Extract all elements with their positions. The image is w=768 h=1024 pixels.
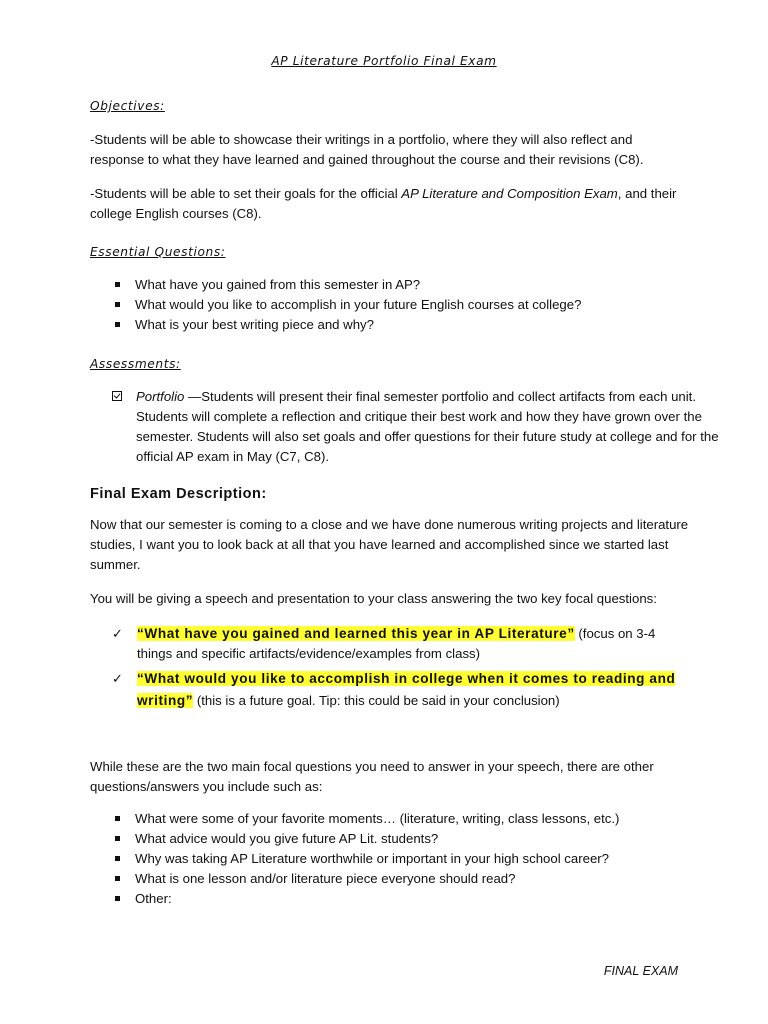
final-exam-heading: Final Exam Description: (90, 486, 267, 502)
assessment-text: —Students will present their final semester portfolio and collect artifacts from each unit. Students will complete a reflection and critique their best work and how they have grown over the semester. Students will also set goals and offer questions for their future study at college and for the official AP exam in May (C7, C8). (136, 389, 719, 464)
focal-question-1 (90, 624, 690, 664)
list-item: What have you gained from this semester in AP? (90, 275, 690, 295)
list-item: What were some of your favorite moments… (literature, writing, class lessons, etc.) (90, 809, 690, 829)
bullet-icon (110, 869, 124, 889)
objective-paragraph-2 (90, 184, 690, 224)
list-item: Why was taking AP Literature worthwhile or important in your high school career? (90, 849, 690, 869)
exam-name: AP Literature and Composition Exam (401, 186, 618, 201)
other-questions-list (90, 809, 690, 909)
final-exam-paragraph-2: You will be giving a speech and presentation to your class answering the two key focal questions: (90, 591, 657, 606)
checkmark-icon: ✓ (112, 626, 124, 641)
objectives-heading: Objectives: (90, 99, 165, 113)
objective-paragraph-1: -Students will be able to showcase their writings in a portfolio, where they will also reflect and response to what they have learned and gained throughout the course and their revisions (C8). (90, 132, 644, 167)
bullet-icon (110, 849, 124, 869)
page-title: AP Literature Portfolio Final Exam (271, 54, 497, 68)
assessments-heading: Assessments: (90, 357, 181, 371)
focal-question-note: (this is a future goal. Tip: this could be said in your conclusion) (193, 693, 560, 708)
bullet-icon (110, 275, 124, 295)
final-exam-paragraph-3: While these are the two main focal questions you need to answer in your speech, there are other questions/answers you include such as: (90, 759, 654, 794)
bullet-icon (110, 295, 124, 315)
bullet-icon (110, 829, 124, 849)
focal-question-2 (90, 668, 690, 712)
final-exam-paragraph-1: Now that our semester is coming to a close and we have done numerous writing projects and literature studies, I want you to look back at all that you have learned and accomplished since we started last summer. (90, 517, 689, 572)
bullet-icon (110, 889, 124, 909)
focal-question-note: (focus on 3-4 things and specific artifacts/evidence/examples from class) (137, 626, 656, 661)
focal-question-text: “What would you like to accomplish in college when it comes to reading and writing” (137, 671, 676, 708)
objective-text-before: -Students will be able to set their goals for the official (90, 186, 402, 201)
objective-text-after: , and their college English courses (C8). (90, 186, 677, 221)
bullet-icon (110, 809, 124, 829)
essential-questions-list (90, 275, 690, 335)
assessment-item (90, 387, 736, 467)
checkmark-icon: ✓ (112, 671, 124, 686)
assessment-label: Portfolio (136, 389, 185, 404)
page-footer: FINAL EXAM (603, 964, 678, 978)
bullet-icon (110, 315, 124, 335)
list-item: Other: (90, 889, 690, 909)
list-item: What advice would you give future AP Lit. students? (90, 829, 690, 849)
essential-questions-heading: Essential Questions: (90, 245, 226, 259)
checkbox-checked-icon (112, 391, 122, 401)
list-item: What would you like to accomplish in your future English courses at college? (90, 295, 690, 315)
focal-question-text: “What have you gained and learned this year in AP Literature” (137, 626, 575, 641)
list-item: What is your best writing piece and why? (90, 315, 690, 335)
list-item: What is one lesson and/or literature piece everyone should read? (90, 869, 690, 889)
